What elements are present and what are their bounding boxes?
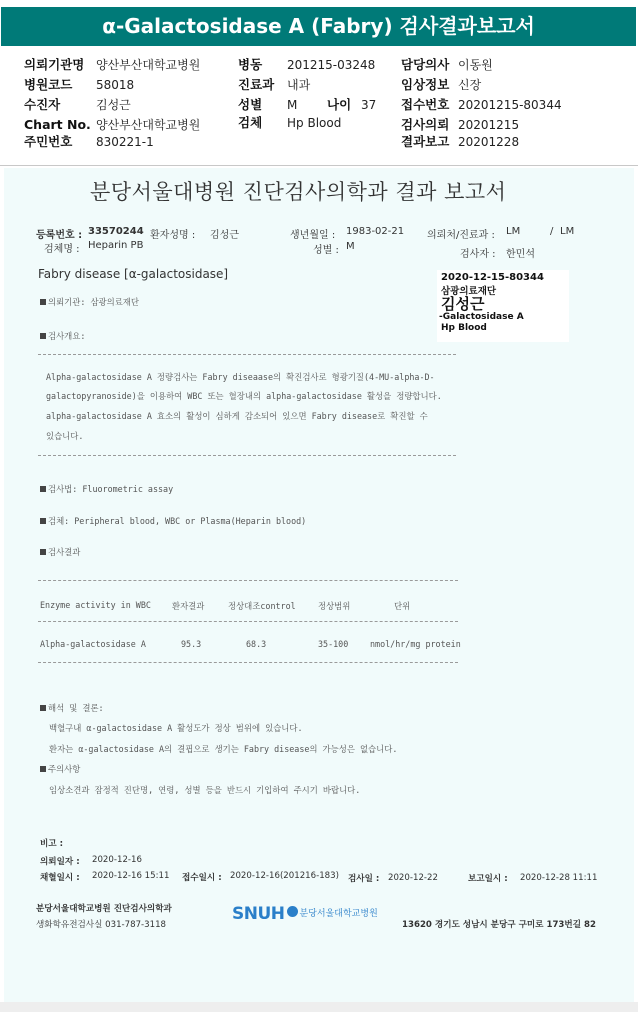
receive-value: 2020-12-16(201216-183) <box>230 871 339 881</box>
overview-line: 있습니다. <box>46 431 84 441</box>
result-enzyme: Alpha-galactosidase A <box>40 639 146 649</box>
chart-value: 양산부산대학교병원 <box>96 118 201 132</box>
department-name: 분당서울대학교병원 진단검사의학과 <box>36 904 172 914</box>
overview-heading <box>40 330 85 342</box>
table-bottom-line <box>38 662 458 663</box>
table-header-cell: 정상범위 <box>318 601 351 611</box>
hospital-code-value: 58018 <box>96 78 135 92</box>
patient-label: 환자성명 : <box>150 230 196 241</box>
sticker-patient-name: 김성근 <box>441 295 485 313</box>
hospital-code-label: 병원코드 <box>24 77 73 92</box>
interpretation-heading <box>40 702 104 714</box>
result-control-value: 68.3 <box>246 639 267 649</box>
report-time-value: 2020-12-28 11:11 <box>520 873 598 883</box>
dept-label: 진료과 <box>238 77 275 92</box>
ward-label: 병동 <box>238 57 263 72</box>
clinic-value: LM <box>506 226 521 237</box>
specimen-sticker <box>437 270 569 342</box>
sticker-barcode-number: 2020-12-15-80344 <box>441 272 544 283</box>
snuh-logo <box>232 904 378 924</box>
snuh-logo-subtitle: 분당서울대학교병원 <box>299 909 378 919</box>
interpretation-heading-text: 해석 및 결론: <box>48 703 104 713</box>
table-header-cell: Enzyme activity in WBC <box>40 600 151 610</box>
ward-value: 201215-03248 <box>287 58 376 72</box>
bullet-square-icon <box>40 333 46 339</box>
test-date-value: 2020-12-22 <box>388 873 438 883</box>
reg-value: 33570244 <box>88 226 144 237</box>
report-date-label: 결과보고 <box>401 134 450 149</box>
collect-label: 채혈일시 : <box>40 873 80 883</box>
req-date-value: 2020-12-16 <box>92 855 142 865</box>
report-title: α-Galactosidase A (Fabry) 검사결과보고서 <box>102 14 535 38</box>
overview-line: galactopyranoside)을 이용하여 WBC 또는 혈장내의 alpha-galactosidase 활성을 정량합니다. <box>46 391 442 401</box>
request-header <box>0 46 638 166</box>
method-line <box>40 483 173 495</box>
sex-value: M <box>287 98 298 112</box>
table-header-cell: 단위 <box>394 601 411 611</box>
receive-label: 접수일시 : <box>182 873 222 883</box>
clinic-label: 의뢰처/진료과 : <box>427 230 495 241</box>
test-name: Fabry disease [α-galactosidase] <box>38 267 229 281</box>
bullet-square-icon <box>40 486 46 492</box>
overview-line: Alpha-galactosidase A 정량검사는 Fabry diseaase의 확진검사로 형광기질(4-MU-alpha-D- <box>46 372 435 382</box>
result-unit: nmol/hr/mg protein <box>370 639 461 649</box>
id-label: 주민번호 <box>24 134 73 149</box>
result-report-title: 분당서울대병원 진단검사의학과 결과 보고서 <box>90 180 507 204</box>
divider-line <box>38 455 456 456</box>
bullet-square-icon <box>40 518 46 524</box>
report-sex-value: M <box>346 241 355 252</box>
bullet-square-icon <box>40 705 46 711</box>
chart-label: Chart No. <box>24 117 91 132</box>
table-header-cell: 환자결과 <box>172 601 205 611</box>
sticker-test-name: -Galactosidase A <box>439 312 524 322</box>
clinical-value: 신장 <box>458 78 482 92</box>
caution-heading-text: 주의사항 <box>48 764 81 774</box>
result-patient-value: 95.3 <box>181 639 202 649</box>
institution-value: 양산부산대학교병원 <box>96 58 201 72</box>
result-heading <box>40 546 80 558</box>
caution-heading <box>40 763 80 775</box>
lab-line <box>40 296 139 308</box>
interpretation-line: 환자는 α-galactosidase A의 결핍으로 생기는 Fabry disease의 가능성은 없습니다. <box>49 744 398 754</box>
age-value: 37 <box>361 98 377 112</box>
age-label: 나이 <box>327 97 352 112</box>
hospital-address: 13620 경기도 성남시 분당구 구미로 173번길 82 <box>402 920 596 930</box>
examinee-label: 수진자 <box>24 97 61 112</box>
receipt-value: 20201215-80344 <box>458 98 562 112</box>
sticker-lab-name: 삼광의료재단 <box>441 286 497 297</box>
lab-phone: 생화학유전검사실 031-787-3118 <box>36 920 167 930</box>
doctor-label: 담당의사 <box>401 57 450 72</box>
lab-line-text: 의뢰기관: 삼광의료재단 <box>48 297 139 307</box>
specimen-value: Hp Blood <box>287 116 342 130</box>
method-line-text: 검사법: Fluorometric assay <box>48 484 174 494</box>
specimen-line <box>40 515 306 527</box>
table-header-line <box>38 621 458 622</box>
dob-label: 생년월일 : <box>290 230 336 241</box>
report-title-bar <box>1 7 636 46</box>
overview-heading-text: 검사개요: <box>48 331 86 341</box>
snuh-logo-text: SNUH <box>232 904 285 924</box>
table-top-line <box>38 580 458 581</box>
collect-value: 2020-12-16 15:11 <box>92 871 170 881</box>
doctor-value: 이동원 <box>458 58 493 72</box>
report-date-value: 20201228 <box>458 135 520 149</box>
bullet-square-icon <box>40 549 46 555</box>
divider-line <box>38 354 456 355</box>
result-heading-text: 검사결과 <box>48 547 81 557</box>
clinic-separator: / <box>550 226 554 237</box>
receipt-label: 접수번호 <box>401 97 450 112</box>
snuh-emblem-icon <box>287 906 298 917</box>
clinical-label: 임상정보 <box>401 77 450 92</box>
clinic2-value: LM <box>560 226 575 237</box>
report-bottom-margin <box>0 1002 638 1012</box>
caution-text: 임상소견과 잠정적 진단명, 연령, 성별 등을 반드시 기입하여 주시기 바랍니다. <box>49 785 361 795</box>
dob-value: 1983-02-21 <box>346 226 405 237</box>
interpretation-line: 백혈구내 α-galactosidase A 활성도가 정상 범위에 있습니다. <box>49 723 303 733</box>
report-sex-label: 성별 : <box>313 245 339 256</box>
institution-label: 의뢰기관명 <box>24 57 85 72</box>
sex-label: 성별 <box>238 97 263 112</box>
request-value: 20201215 <box>458 118 520 132</box>
req-date-label: 의뢰일자 : <box>40 857 80 867</box>
test-date-label: 검사일 : <box>348 874 380 884</box>
request-label: 검사의뢰 <box>401 117 450 132</box>
examiner-label: 검사자 : <box>460 249 496 260</box>
specimen-name-value: Heparin PB <box>88 240 144 251</box>
result-normal-range: 35-100 <box>318 639 349 649</box>
bullet-square-icon <box>40 766 46 772</box>
reg-label: 등록번호 : <box>36 230 83 241</box>
sticker-specimen: Hp Blood <box>441 323 487 333</box>
id-value: 830221-1 <box>96 135 154 149</box>
report-time-label: 보고일시 : <box>468 874 508 884</box>
examinee-value: 김성근 <box>96 98 131 112</box>
bullet-square-icon <box>40 299 46 305</box>
specimen-label: 검체 <box>238 115 263 130</box>
dept-value: 내과 <box>287 78 311 92</box>
remark-label: 비고 : <box>40 839 64 849</box>
specimen-name-label: 검체명 : <box>44 244 80 255</box>
patient-value: 김성근 <box>210 230 239 241</box>
table-header-cell: 정상대조control <box>228 601 296 611</box>
examiner-value: 한민석 <box>506 249 535 260</box>
specimen-line-text: 검체: Peripheral blood, WBC or Plasma(Heparin blood) <box>48 516 307 526</box>
overview-line: alpha-galactosidase A 효소의 활성이 심하게 감소되어 있으면 Fabry disease로 확진할 수 <box>46 411 428 421</box>
